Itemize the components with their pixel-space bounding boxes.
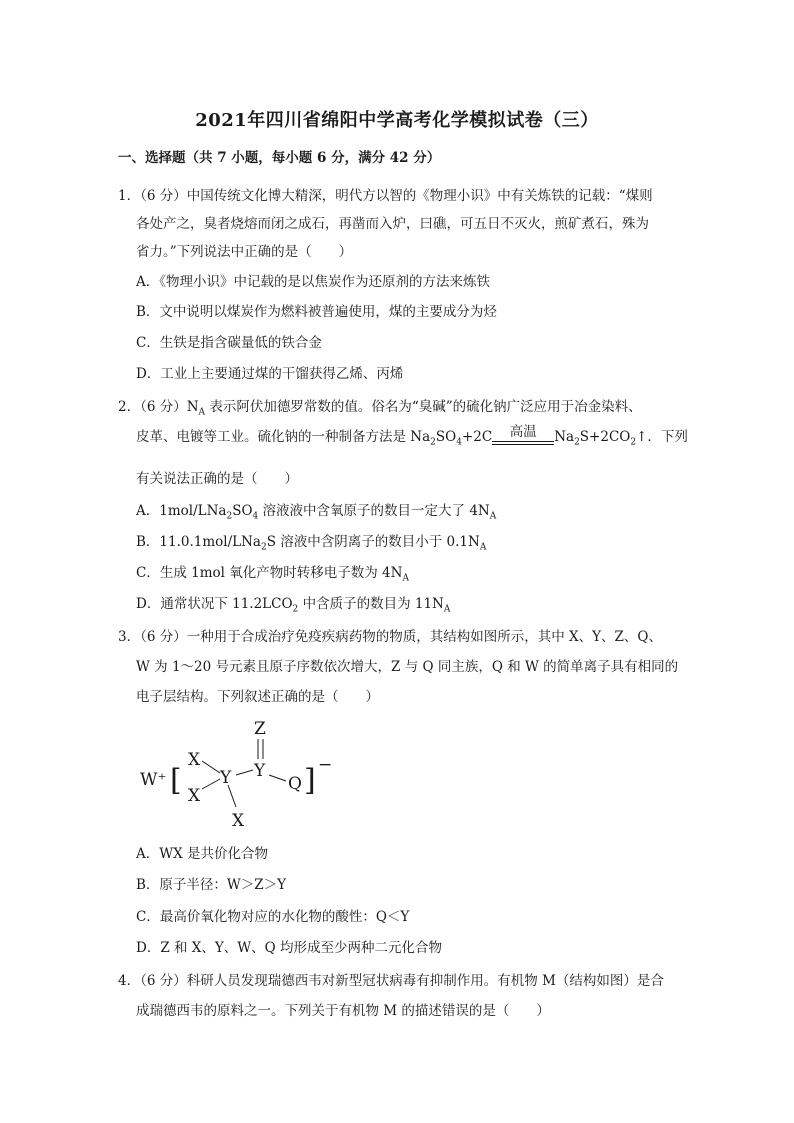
struct-y-right: Y [254,761,266,781]
q2-stem-line3: 有关说法正确的是（ ） [136,471,298,487]
q2-stem-line1: 2．（6 分）$N_A$ 表示阿伏加德罗常数的值。俗名为“臭碱”的硫化钠广泛应用于冶金染料、 [118,399,642,418]
q1-option-a: A．《物理小识》中记载的是以焦炭作为还原剂的方法来炼铁 [136,274,490,290]
q2-stem-line2: 皮革、电镀等工业。硫化钠的一种制备方法是 $Na_2SO_4+2C$ 高温 $Na_2S+2CO_2↑$．下列 [136,425,688,448]
q3-option-d: D．Z 和 X、Y、W、Q 均形成至少两种二元化合物 [136,940,443,956]
q2-option-d: D．通常状况下 $11.2LCO_2$ 中含质子的数目为 $11N_A$ [136,596,451,615]
q4-stem-line1: 4．（6 分）科研人员发现瑞德西韦对新型冠状病毒有抑制作用。有机物 M（结构如图）是合 [118,973,664,989]
struct-x-bottom: X [232,811,245,830]
struct-w-cation: W⁺ [140,770,167,790]
bond-x-y-top [202,761,220,773]
struct-q: Q [288,774,302,794]
q1-stem-line2: 各处产之，臭者烧熔而闭之成石，再凿而入炉，曰礁，可五日不灭火，煎矿煮石，殊为 [136,216,649,232]
struct-x-top: X [188,750,201,770]
struct-left-bracket: [ [170,763,182,798]
struct-y-left: Y [220,768,232,788]
q3-stem-line2: W 为 1～20 号元素且原子序数依次增大，Z 与 Q 同主族，Q 和 W 的简单离子具有相同的 [136,659,679,675]
q1-stem-line3: 省力。”下列说法中正确的是（ ） [136,244,353,260]
q3-stem-line3: 电子层结构。下列叙述正确的是（ ） [136,689,379,705]
struct-right-bracket: ] [304,763,316,798]
bond-y-y [236,770,253,775]
struct-charge: − [318,755,333,775]
bond-x-y-left [202,779,220,789]
page-title: 2021年四川省绵阳中学高考化学模拟试卷（三） [195,110,599,131]
section-heading: 一、选择题（共 7 小题，每小题 6 分，满分 42 分） [118,150,441,166]
bond-y-q [269,775,286,781]
reaction-condition-arrow [492,423,554,448]
q3-option-a: A．WX 是共价化合物 [136,846,269,862]
q2-option-a: A．$1mol/LNa_2SO_4$ 溶液液中含氧原子的数目一定大了 $4N_A$ [136,503,497,522]
reaction-condition-label: 高温 [509,423,537,440]
molecular-structure-diagram [136,715,346,830]
q3-option-c: C．最高价氧化物对应的水化物的酸性：Q＜Y [136,909,410,925]
q2-option-b: B．11.0.1mol/LNa$_2$S 溶液中含阴离子的数目小于 $0.1N_A$ [136,534,487,553]
bond-y-x-bottom [228,785,236,807]
q1-option-c: C．生铁是指含碳量低的铁合金 [136,335,322,351]
q4-stem-line2: 成瑞德西韦的原料之一。下列关于有机物 M 的描述错误的是（ ） [136,1003,550,1019]
struct-z: Z [254,719,266,739]
q2-option-c: C．生成 1mol 氧化产物时转移电子数为 $4N_A$ [136,565,409,584]
q3-option-b: B．原子半径：W＞Z＞Y [136,877,287,893]
q1-option-d: D．工业上主要通过煤的干馏获得乙烯、丙烯 [136,366,404,382]
struct-x-left: X [188,786,201,806]
q3-stem-line1: 3．（6 分）一种用于合成治疗免疫疾病药物的物质，其结构如图所示，其中 X、Y、Z、Q、 [118,629,662,645]
q1-stem-line1: 1．（6 分）中国传统文化博大精深，明代方以智的《物理小识》中有关炼铁的记载：“煤则 [118,188,653,204]
q1-option-b: B．文中说明以煤炭作为燃料被普遍使用，煤的主要成分为烃 [136,304,497,320]
